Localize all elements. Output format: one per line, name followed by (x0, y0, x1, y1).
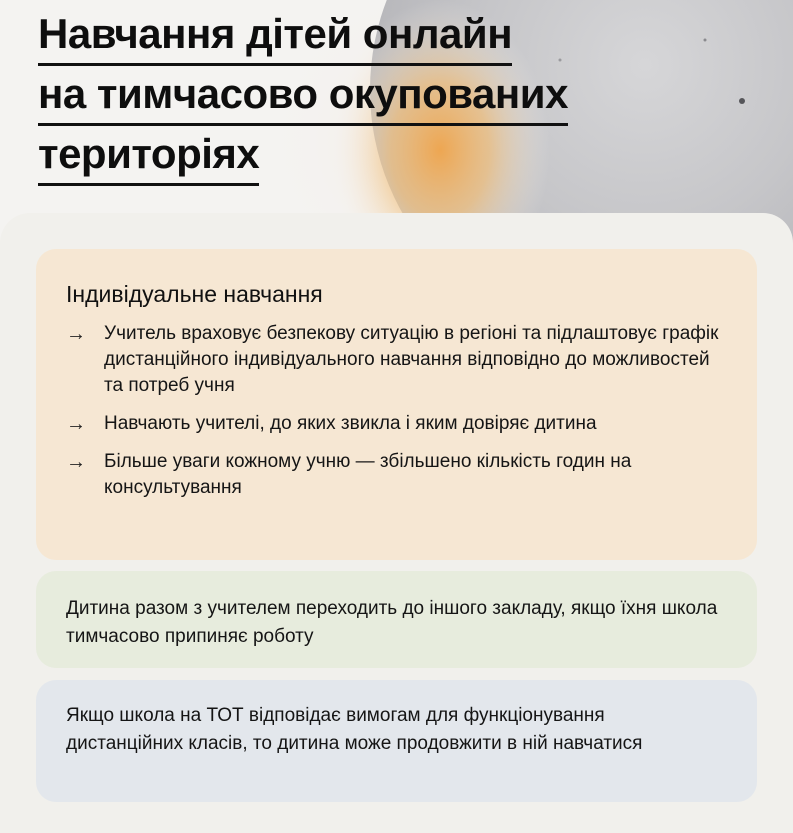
list-item (66, 321, 727, 399)
page-title (38, 6, 568, 186)
sphere-speck (739, 98, 745, 104)
title-line-2: на тимчасово окупованих (38, 66, 568, 126)
school-transfer-text: Дитина разом з учителем переходить до іншого закладу, якщо їхня школа тимчасово припиняє роботу (66, 598, 718, 647)
arrow-right-icon: → (66, 413, 86, 435)
individual-learning-heading: Індивідуальне навчання (66, 281, 323, 307)
title-line-1: Навчання дітей онлайн (38, 6, 568, 66)
title-line-3: територіях (38, 126, 568, 186)
list-item-text: Учитель враховує безпекову ситуацію в регіоні та підлаштовує графік дистанційного індивідуального навчання відповідно до можливостей та потреб учня (104, 323, 719, 396)
arrow-right-icon: → (66, 323, 86, 345)
individual-learning-list (66, 321, 727, 501)
individual-learning-card (36, 249, 757, 560)
list-item-text: Навчають учителі, до яких звикла і яким довіряє дитина (104, 413, 597, 434)
list-item (66, 449, 727, 501)
sphere-speck (704, 39, 707, 42)
list-item (66, 411, 727, 437)
list-item-text: Більше уваги кожному учню — збільшено кількість годин на консультування (104, 451, 632, 498)
tot-distance-classes-card (36, 680, 757, 802)
arrow-right-icon: → (66, 451, 86, 473)
tot-distance-classes-text: Якщо школа на ТОТ відповідає вимогам для функціонування дистанційних класів, то дитина може продовжити в ній навчатися (66, 705, 643, 754)
school-transfer-card (36, 571, 757, 668)
